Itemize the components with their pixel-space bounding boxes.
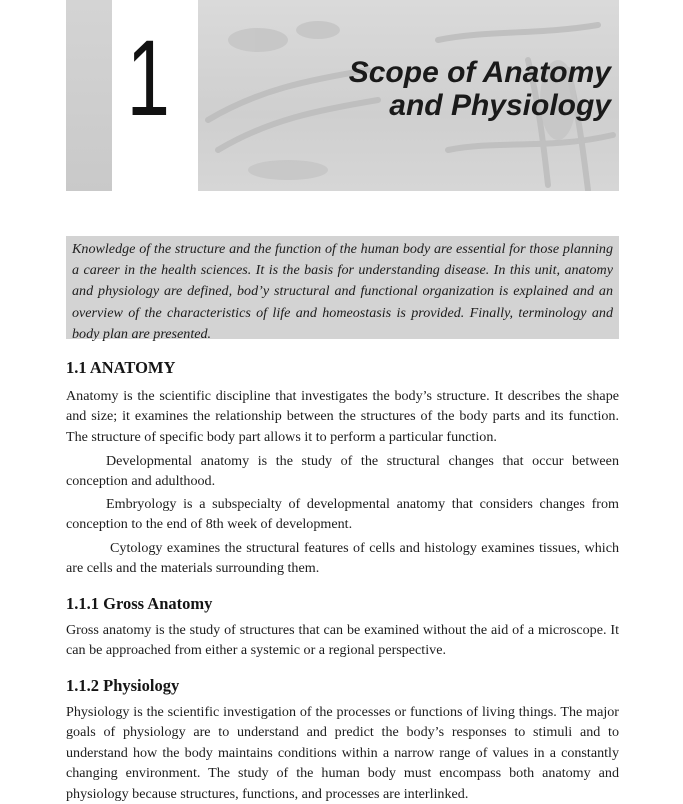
gross-anatomy-paragraph: Gross anatomy is the study of structures that can be examined without the aid of a microscope. It can be approached from either a systemic or a regional perspective.: [66, 622, 619, 659]
chapter-title-line-1: Scope of Anatomy: [348, 56, 611, 89]
section-heading-physiology: 1.1.2 Physiology: [66, 676, 180, 695]
anatomy-paragraph-2: Developmental anatomy is the study of the structural changes that occur between conception and adulthood.: [66, 453, 619, 490]
anatomy-paragraph-4: Cytology examines the structural features of cells and histology examines tissues, which are cells and the materials surrounding them.: [66, 540, 619, 577]
chapter-abstract: Knowledge of the structure and the function of the human body are essential for those planning a career in the health sciences. It is the basis for understanding disease. In this unit, anatomy and physiology are defined, bod’y structural and functional organization is explained and an overview of the characteristics of life and homeostasis is provided. Finally, terminology and body plan are presented.: [66, 236, 619, 339]
chapter-number: 1: [126, 17, 169, 138]
physiology-paragraph: Physiology is the scientific investigation of the processes or functions of living things. The major goals of physiology are to understand and predict the body’s responses to stimuli and to understand how the body maintains conditions within a narrow range of values in a constantly changing environment. The study of the human body must encompass both anatomy and physiology because structures, functions, and processes are interlinked.: [66, 704, 619, 802]
anatomy-paragraph-1: Anatomy is the scientific discipline that investigates the body’s structure. It describes the shape and size; it examines the relationship between the structures of the body parts and its function. The structure of specific body part allows it to perform a particular function.: [66, 388, 619, 445]
section-heading-anatomy: 1.1 ANATOMY: [66, 358, 176, 377]
chapter-title-line-2: and Physiology: [389, 89, 611, 122]
anatomy-paragraph-3: Embryology is a subspecialty of developmental anatomy that considers changes from conception to the end of 8th week of development.: [66, 496, 619, 533]
chapter-title: [231, 56, 611, 122]
banner-left-panel: [66, 0, 112, 191]
section-heading-gross-anatomy: 1.1.1 Gross Anatomy: [66, 594, 213, 613]
